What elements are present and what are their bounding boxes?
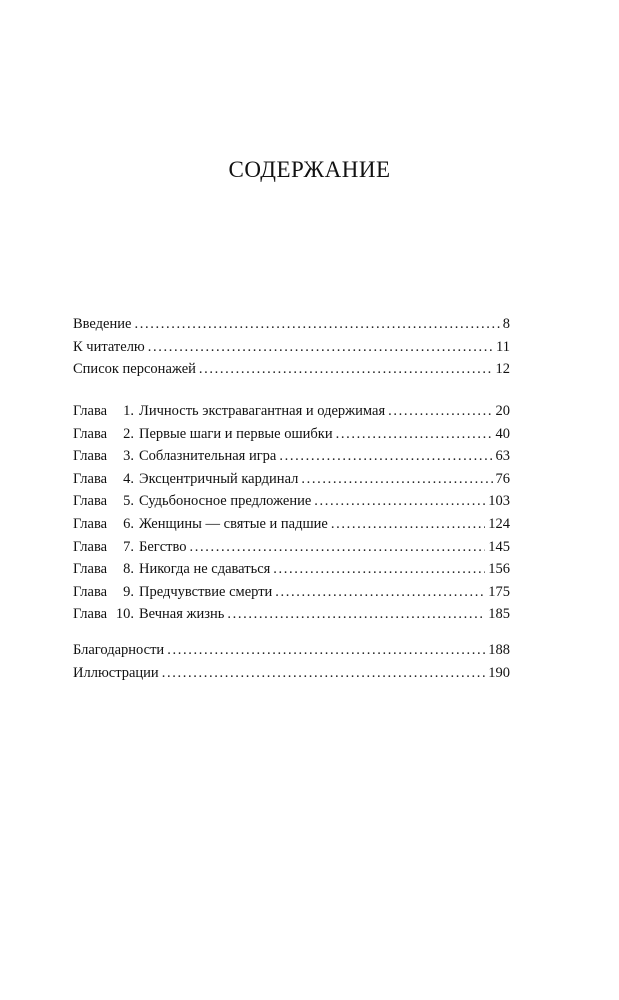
toc-chapter-entry — [73, 513, 510, 536]
toc-chapter-entry — [73, 400, 510, 423]
toc-entry-page: 103 — [488, 493, 510, 510]
chapter-number: 6. — [123, 515, 134, 532]
toc-entry-page: 8 — [502, 316, 510, 332]
chapter-title: Никогда не сдаваться — [139, 561, 271, 578]
toc-entry-page: 188 — [488, 642, 510, 658]
chapter-word: Глава — [73, 515, 108, 532]
chapter-word: Глава — [73, 448, 108, 465]
dot-leader — [273, 558, 485, 581]
toc-entry-page: 11 — [496, 338, 510, 355]
chapter-title: Вечная жизнь — [139, 606, 225, 623]
toc-entry-page: 76 — [495, 470, 510, 487]
chapter-word: Глава — [73, 470, 108, 487]
chapter-number: 3. — [123, 448, 134, 465]
toc-entry-label: Иллюстрации — [73, 664, 159, 681]
dot-leader — [388, 400, 492, 423]
chapter-word: Глава — [73, 583, 108, 600]
chapter-title: Женщины — святые и падшие — [139, 515, 328, 532]
toc-entry-page: 63 — [495, 448, 510, 465]
chapter-word: Глава — [73, 561, 108, 578]
chapter-word: Глава — [73, 538, 108, 555]
toc-entry-page: 12 — [495, 361, 510, 378]
chapter-title: Бегство — [139, 538, 187, 555]
chapter-title: Судьбоносное предложение — [139, 493, 312, 510]
chapter-number: 10. — [115, 606, 134, 623]
chapter-word: Глава — [73, 493, 108, 510]
dot-leader — [314, 490, 485, 513]
toc-entry — [73, 336, 510, 359]
dot-leader — [336, 423, 493, 446]
toc-chapter-entry — [73, 468, 510, 491]
toc-entry-page: 175 — [488, 583, 510, 600]
toc-entry-page: 156 — [488, 561, 510, 578]
chapter-number: 1. — [123, 403, 134, 419]
dot-leader — [189, 536, 485, 559]
toc-entry-page: 185 — [488, 606, 510, 623]
toc-entry-label: Введение — [73, 316, 132, 332]
toc-front-matter — [73, 313, 510, 381]
toc-back-matter — [73, 639, 510, 684]
chapter-number: 4. — [123, 470, 134, 487]
toc-chapter-entry — [73, 603, 510, 626]
toc-entry-page: 40 — [495, 425, 510, 442]
dot-leader — [162, 662, 486, 685]
toc-chapters — [73, 400, 510, 626]
chapter-number: 9. — [123, 583, 134, 600]
chapter-word: Глава — [73, 403, 108, 419]
toc-chapter-entry — [73, 445, 510, 468]
toc-entry-page: 20 — [495, 403, 510, 419]
page-title: СОДЕРЖАНИЕ — [228, 157, 391, 182]
dot-leader — [301, 468, 492, 491]
chapter-number: 2. — [123, 425, 134, 442]
dot-leader — [279, 445, 492, 468]
toc-entry — [73, 639, 510, 662]
toc-entry — [73, 358, 510, 381]
dot-leader — [148, 336, 493, 359]
toc-entry-page: 124 — [488, 515, 510, 532]
chapter-title: Первые шаги и первые ошибки — [139, 425, 333, 442]
dot-leader — [227, 603, 485, 626]
toc-entry-label: Список персонажей — [73, 361, 196, 378]
chapter-number: 7. — [123, 538, 134, 555]
toc-entry-label: Благодарности — [73, 642, 165, 658]
toc-entry — [73, 313, 510, 336]
dot-leader — [199, 358, 493, 381]
dot-leader — [331, 513, 485, 536]
toc-entry-page: 145 — [488, 538, 510, 555]
dot-leader — [167, 639, 485, 662]
dot-leader — [134, 313, 499, 336]
toc-chapter-entry — [73, 558, 510, 581]
chapter-title: Соблазнительная игра — [139, 448, 277, 465]
chapter-word: Глава — [73, 425, 108, 442]
toc-entry-label: К читателю — [73, 338, 145, 355]
chapter-word: Глава — [73, 606, 108, 623]
toc-chapter-entry — [73, 423, 510, 446]
toc-chapter-entry — [73, 490, 510, 513]
chapter-title: Личность экстравагантная и одержимая — [139, 403, 386, 419]
toc-entry — [73, 662, 510, 685]
toc-entry-page: 190 — [488, 664, 510, 681]
chapter-title: Эксцентричный кардинал — [139, 470, 299, 487]
chapter-number: 5. — [123, 493, 134, 510]
chapter-title: Предчувствие смерти — [139, 583, 273, 600]
toc-chapter-entry — [73, 581, 510, 604]
toc-chapter-entry — [73, 536, 510, 559]
dot-leader — [275, 581, 485, 604]
chapter-number: 8. — [123, 561, 134, 578]
